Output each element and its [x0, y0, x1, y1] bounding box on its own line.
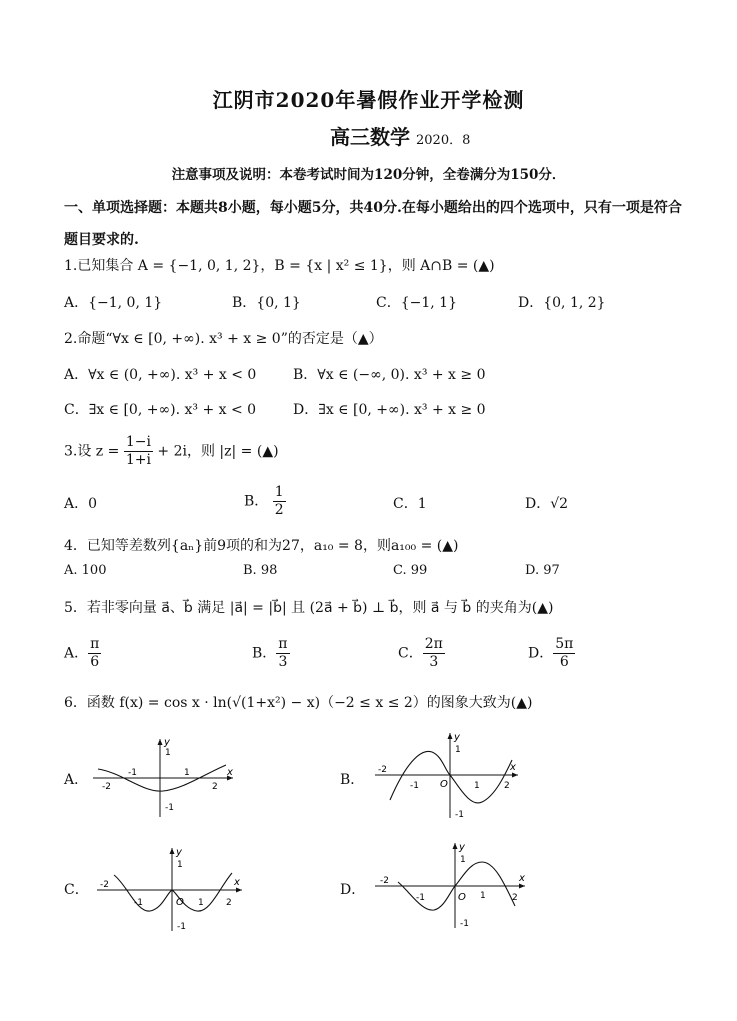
graph-d-origin: O [458, 892, 466, 903]
q3-option-a: A．0 [64, 496, 98, 512]
graph-d-tick-x2: 2 [512, 893, 518, 903]
q5-option-d-num: 5π [555, 636, 574, 652]
q1-stem: 1.已知集合 A = {−1, 0, 1, 2}，B = {x | x² ≤ 1}，则 A∩B = (▲) [64, 258, 495, 274]
q4-option-b: B. 98 [243, 563, 278, 578]
q5-option-b-label: B． [252, 645, 277, 662]
graph-c-tick-xm1: -1 [134, 898, 143, 908]
graph-d-x-label: x [519, 873, 525, 884]
graph-b-tick-x2: 2 [504, 781, 510, 791]
graph-b-origin: O [440, 779, 448, 790]
q3-option-d: D．√2 [525, 496, 569, 512]
graph-c [92, 845, 247, 935]
q5-option-d-frac [553, 636, 575, 671]
q1-option-c: C．{−1, 1} [376, 295, 457, 311]
graph-a-tick-xm2: -2 [102, 782, 111, 792]
graph-b-x-label: x [510, 762, 516, 773]
graph-c-tick-ym1: -1 [177, 922, 186, 932]
q1-option-d: D．{0, 1, 2} [518, 295, 606, 311]
q2-option-b: B．∀x ∈ (−∞, 0). x³ + x ≥ 0 [293, 367, 486, 383]
subject-label: 高三数学 [330, 125, 410, 149]
graph-c-tick-y1: 1 [177, 860, 183, 870]
q2-stem: 2.命题“∀x ∈ [0, +∞). x³ + x ≥ 0”的否定是（▲） [64, 331, 383, 347]
graph-a-tick-xm1: -1 [128, 768, 137, 778]
q3-option-b-frac [273, 484, 286, 519]
q2-option-d: D．∃x ∈ [0, +∞). x³ + x ≥ 0 [293, 402, 486, 418]
q5-option-b [252, 636, 290, 671]
q5-option-c-num: 2π [424, 636, 443, 652]
graph-d-tick-xm1: -1 [416, 893, 425, 903]
q5-option-a [64, 636, 101, 671]
graph-c-curve [114, 873, 232, 911]
graph-d [370, 840, 530, 932]
graph-d-tick-y1: 1 [460, 855, 466, 865]
q5-option-b-num: π [278, 636, 288, 652]
q3-stem-suffix: + 2i，则 |z| = (▲) [157, 443, 279, 460]
graph-a-tick-x2: 2 [212, 782, 218, 792]
graph-b-tick-xm1: -1 [410, 781, 419, 791]
graph-b-tick-xm2: -2 [378, 765, 387, 775]
exam-subject [330, 121, 470, 150]
graph-b-tick-ym1: -1 [455, 810, 464, 820]
q3-option-b-label: B． [244, 493, 269, 510]
exam-notice: 注意事项及说明：本卷考试时间为120分钟，全卷满分为150分． [171, 167, 566, 183]
q3-option-c: C．1 [393, 496, 427, 512]
graph-c-x-label: x [234, 877, 240, 888]
graph-a-y-label: y [164, 737, 170, 748]
q1-option-b: B．{0, 1} [232, 295, 301, 311]
graph-b-y-label: y [454, 732, 460, 743]
graph-b-tick-y1: 1 [455, 745, 461, 755]
graph-d-tick-x1: 1 [480, 891, 486, 901]
q5-option-a-num: π [90, 636, 100, 652]
graph-c-origin: O [176, 897, 184, 908]
q5-option-c [398, 636, 445, 671]
graph-c-tick-xm2: -2 [100, 880, 109, 890]
graph-a-tick-ym1: -1 [165, 803, 174, 813]
graph-a-tick-y1: 1 [165, 748, 171, 758]
q4-option-c: C. 99 [393, 563, 428, 578]
q5-option-c-den: 3 [429, 654, 439, 670]
q6-stem: 6．函数 f(x) = cos x · ln(√(1+x²) − x)（−2 ≤ x ≤ 2）的图象大致为(▲) [64, 695, 533, 711]
graph-c-tick-x2: 2 [226, 898, 232, 908]
q3-stem [64, 434, 279, 469]
graph-b-tick-x1: 1 [474, 781, 480, 791]
graph-a [88, 735, 238, 820]
graph-a-tick-x1: 1 [184, 768, 190, 778]
exam-title: 江阴市2020年暑假作业开学检测 [212, 88, 525, 112]
graph-d-y-label: y [459, 842, 465, 853]
exam-date: 2020．8 [416, 133, 471, 148]
graph-a-x-label: x [227, 767, 233, 778]
q3-option-b [244, 484, 286, 519]
q5-option-b-den: 3 [278, 654, 288, 670]
q3-stem-prefix: 3.设 z = [64, 443, 120, 460]
q2-option-c: C．∃x ∈ [0, +∞). x³ + x < 0 [64, 402, 257, 418]
q3-option-b-num: 1 [274, 484, 284, 500]
q6-label-d: D． [340, 882, 366, 898]
graph-d-tick-xm2: -2 [380, 876, 389, 886]
q4-stem: 4．已知等差数列{aₙ}前9项的和为27，a₁₀ = 8，则a₁₀₀ = (▲) [64, 538, 459, 554]
graph-b [370, 730, 520, 822]
q5-option-d-label: D． [528, 645, 554, 662]
q3-frac-num: 1−i [125, 434, 151, 450]
q4-option-d: D. 97 [525, 563, 560, 578]
q5-option-d-den: 6 [559, 654, 569, 670]
q5-option-a-den: 6 [90, 654, 100, 670]
q5-option-d [528, 636, 575, 671]
graph-b-curve [390, 751, 512, 803]
q3-frac-den: 1+i [125, 452, 151, 468]
q1-option-a: A．{−1, 0, 1} [64, 295, 163, 311]
q6-label-a: A． [64, 772, 89, 788]
graph-c-tick-x1: 1 [198, 898, 204, 908]
q6-label-b: B． [340, 772, 365, 788]
q5-option-a-label: A． [64, 645, 89, 662]
graph-c-y-label: y [176, 847, 182, 858]
graph-d-tick-ym1: -1 [460, 919, 469, 929]
q3-option-b-den: 2 [274, 502, 284, 518]
q5-stem: 5．若非零向量 a⃗、b⃗ 满足 |a⃗| = |b⃗| 且 (2a⃗ + b⃗) ⊥ b⃗，则 a⃗ 与 b⃗ 的夹角为(▲) [64, 600, 554, 616]
q5-option-a-frac [88, 636, 101, 671]
q3-fraction [124, 434, 153, 469]
q4-option-a: A. 100 [64, 563, 107, 578]
q6-label-c: C． [64, 882, 89, 898]
q5-option-c-label: C． [398, 645, 423, 662]
section-heading: 一、单项选择题：本题共8小题，每小题5分，共40分.在每小题给出的四个选项中，只有一项是符合题目要求的. [64, 200, 682, 248]
q2-option-a: A．∀x ∈ (0, +∞). x³ + x < 0 [64, 367, 257, 383]
q5-option-c-frac [423, 636, 445, 671]
q5-option-b-frac [276, 636, 289, 671]
